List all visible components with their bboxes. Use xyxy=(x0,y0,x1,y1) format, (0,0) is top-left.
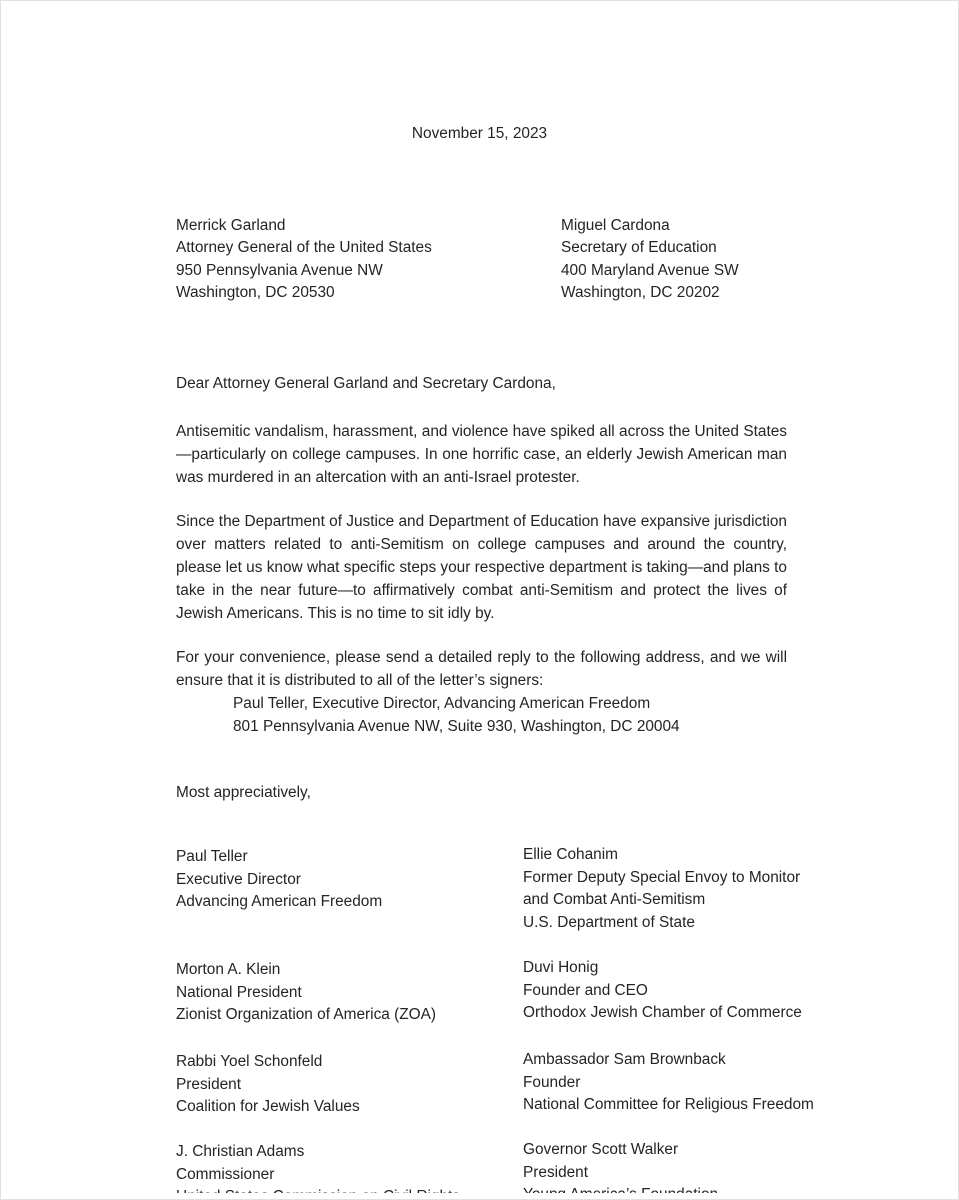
signer-block-adams xyxy=(176,1141,460,1200)
signer-org: U.S. Department of State xyxy=(523,913,695,931)
signer-title: National President xyxy=(176,983,302,1001)
letter-date: November 15, 2023 xyxy=(411,125,548,142)
recipient-address-line2: Washington, DC 20530 xyxy=(176,284,335,302)
signer-title: Former Deputy Special Envoy to Monitor xyxy=(523,868,801,886)
recipient-name: Miguel Cardona xyxy=(561,217,670,234)
signer-org: Coalition for Jewish Values xyxy=(176,1098,360,1115)
signer-name: Rabbi Yoel Schonfeld xyxy=(176,1053,323,1070)
recipient-address-line2: Washington, DC 20202 xyxy=(561,284,720,302)
signer-block-honig xyxy=(523,957,802,1025)
body-paragraph-2: Since the Department of Justice and Department of Education have expansive jurisdiction over matters related to anti-Semitism on college campuses and around the country, please let us know what specific steps your respective department is taking—and plans to take in the near future—to affirmatively combat anti-Semitism and protect the lives of Jewish Americans. This is no time to sit idly by. xyxy=(176,513,787,622)
recipient-title: Secretary of Education xyxy=(561,239,717,257)
signer-org: Advancing American Freedom xyxy=(176,893,383,910)
signer-title-cont: and Combat Anti-Semitism xyxy=(523,891,706,908)
signer-name: Paul Teller xyxy=(176,848,248,865)
recipient-name: Merrick Garland xyxy=(176,217,286,234)
signer-title: President xyxy=(176,1075,242,1093)
signer-name: J. Christian Adams xyxy=(176,1143,305,1160)
reply-address-line-1: Paul Teller, Executive Director, Advancing American Freedom xyxy=(233,695,651,712)
body-paragraph-3: For your convenience, please send a detailed reply to the following address, and we will ensure that it is distributed to all of the letter’s signers: xyxy=(176,649,787,689)
signer-title: Founder and CEO xyxy=(523,981,648,999)
signer-block-klein xyxy=(176,959,436,1027)
signer-name: Duvi Honig xyxy=(523,959,599,976)
signer-name: Governor Scott Walker xyxy=(523,1141,679,1158)
signer-title: Executive Director xyxy=(176,870,301,888)
page-bottom-mask xyxy=(1,1193,958,1200)
signer-block-teller xyxy=(176,846,382,914)
recipient-address-line1: 400 Maryland Avenue SW xyxy=(561,261,739,279)
recipient-title: Attorney General of the United States xyxy=(176,239,432,257)
signer-name: Morton A. Klein xyxy=(176,961,281,978)
signer-block-walker xyxy=(523,1139,718,1200)
recipient-block-garland xyxy=(176,215,432,305)
signer-title: Commissioner xyxy=(176,1165,275,1183)
signer-name: Ellie Cohanim xyxy=(523,846,618,863)
signer-title: Founder xyxy=(523,1073,581,1091)
signer-name: Ambassador Sam Brownback xyxy=(523,1051,726,1068)
signer-org: National Committee for Religious Freedom xyxy=(523,1096,814,1113)
body-paragraph-1: Antisemitic vandalism, harassment, and violence have spiked all across the United States—particularly on college campuses. In one horrific case, an elderly Jewish American man was murdered in an altercation with an anti-Israel protester. xyxy=(176,423,787,486)
signer-org: Orthodox Jewish Chamber of Commerce xyxy=(523,1004,802,1021)
signer-org: Zionist Organization of America (ZOA) xyxy=(176,1006,437,1023)
recipient-block-cardona xyxy=(561,215,739,305)
recipient-address-line1: 950 Pennsylvania Avenue NW xyxy=(176,261,383,279)
salutation: Dear Attorney General Garland and Secretary Cardona, xyxy=(176,375,556,392)
signer-block-schonfeld xyxy=(176,1051,360,1119)
reply-address-line-2: 801 Pennsylvania Avenue NW, Suite 930, Washington, DC 20004 xyxy=(233,718,680,735)
signer-title: President xyxy=(523,1163,589,1181)
closing: Most appreciatively, xyxy=(176,784,311,801)
signer-block-brownback xyxy=(523,1049,814,1117)
signer-block-cohanim xyxy=(523,844,800,934)
